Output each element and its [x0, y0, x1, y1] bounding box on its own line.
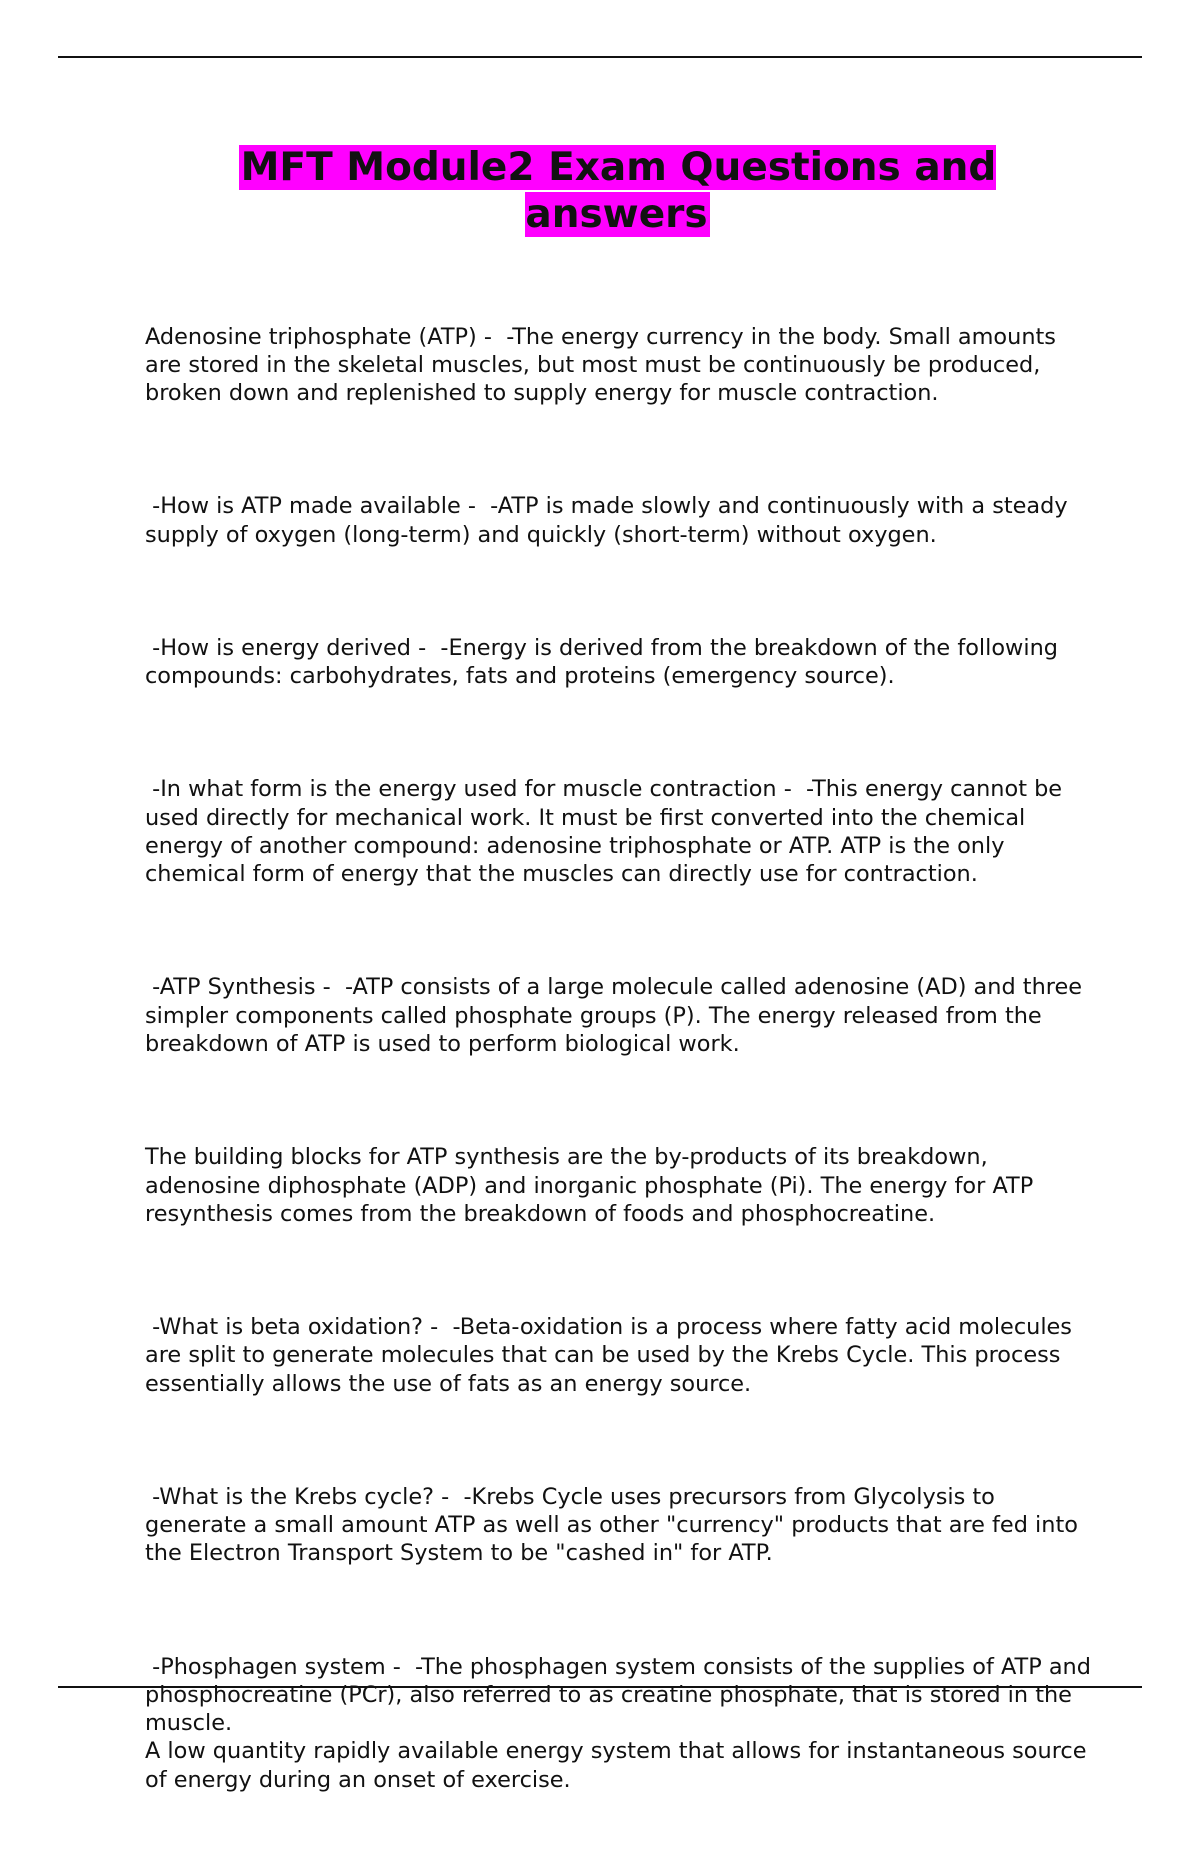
paragraph-beta-oxidation: -What is beta oxidation? - -Beta-oxidation is a process where fatty acid molecules are split to generate molecules that can be used by the Krebs Cycle. This process essentially allows the use of fats as an energy source.	[145, 1313, 1080, 1397]
footer-rule	[58, 1686, 1142, 1688]
paragraph-atp: Adenosine triphosphate (ATP) - -The energy currency in the body. Small amounts are stored in the skeletal muscles, but most must be continuously be produced, broken down and replenished to supply energy for muscle contraction.	[145, 323, 1064, 407]
paragraph-energy-form: -In what form is the energy used for muscle contraction - -This energy cannot be used directly for mechanical work. It must be first converted into the chemical energy of another compound: adenosine triphosphate or ATP. ATP is the only chemical form of energy that the muscles can directly use for contraction.	[145, 776, 1070, 888]
paragraph-energy-derived: -How is energy derived - -Energy is derived from the breakdown of the following compounds: carbohydrates, fats and proteins (emergency source).	[145, 634, 1066, 690]
paragraph-krebs-cycle: -What is the Krebs cycle? - -Krebs Cycle uses precursors from Glycolysis to generate a small amount ATP as well as other "currency" products that are fed into the Electron Transport System to be "cashed in" for ATP.	[145, 1483, 1086, 1567]
paragraph-atp-availability: -How is ATP made available - -ATP is made slowly and continuously with a steady supply of oxygen (long-term) and quickly (short-term) without oxygen.	[145, 493, 1075, 548]
header-rule	[58, 56, 1142, 58]
paragraph-phosphagen-system: -Phosphagen system - -The phosphagen system consists of the supplies of ATP and phosphocreatine (PCr), also referred to as creatine phosphate, that is stored in the muscle. A low quantity rapidly available energy system that allows for instantaneous source of energy during an onset of exercise.	[145, 1653, 1091, 1793]
document-body	[145, 266, 1095, 1851]
paragraph-building-blocks: The building blocks for ATP synthesis are the by-products of its breakdown, adenosine diphosphate (ADP) and inorganic phosphate (Pi). The energy for ATP resynthesis comes from the breakdown of foods and phosphocreatine.	[145, 1144, 1041, 1227]
page-title	[145, 144, 1090, 238]
paragraph-atp-synthesis: -ATP Synthesis - -ATP consists of a large molecule called adenosine (AD) and three simpler components called phosphate groups (P). The energy released from the breakdown of ATP is used to perform biological work.	[145, 974, 1090, 1058]
title-highlight: MFT Module2 Exam Questions and answers	[240, 145, 997, 237]
